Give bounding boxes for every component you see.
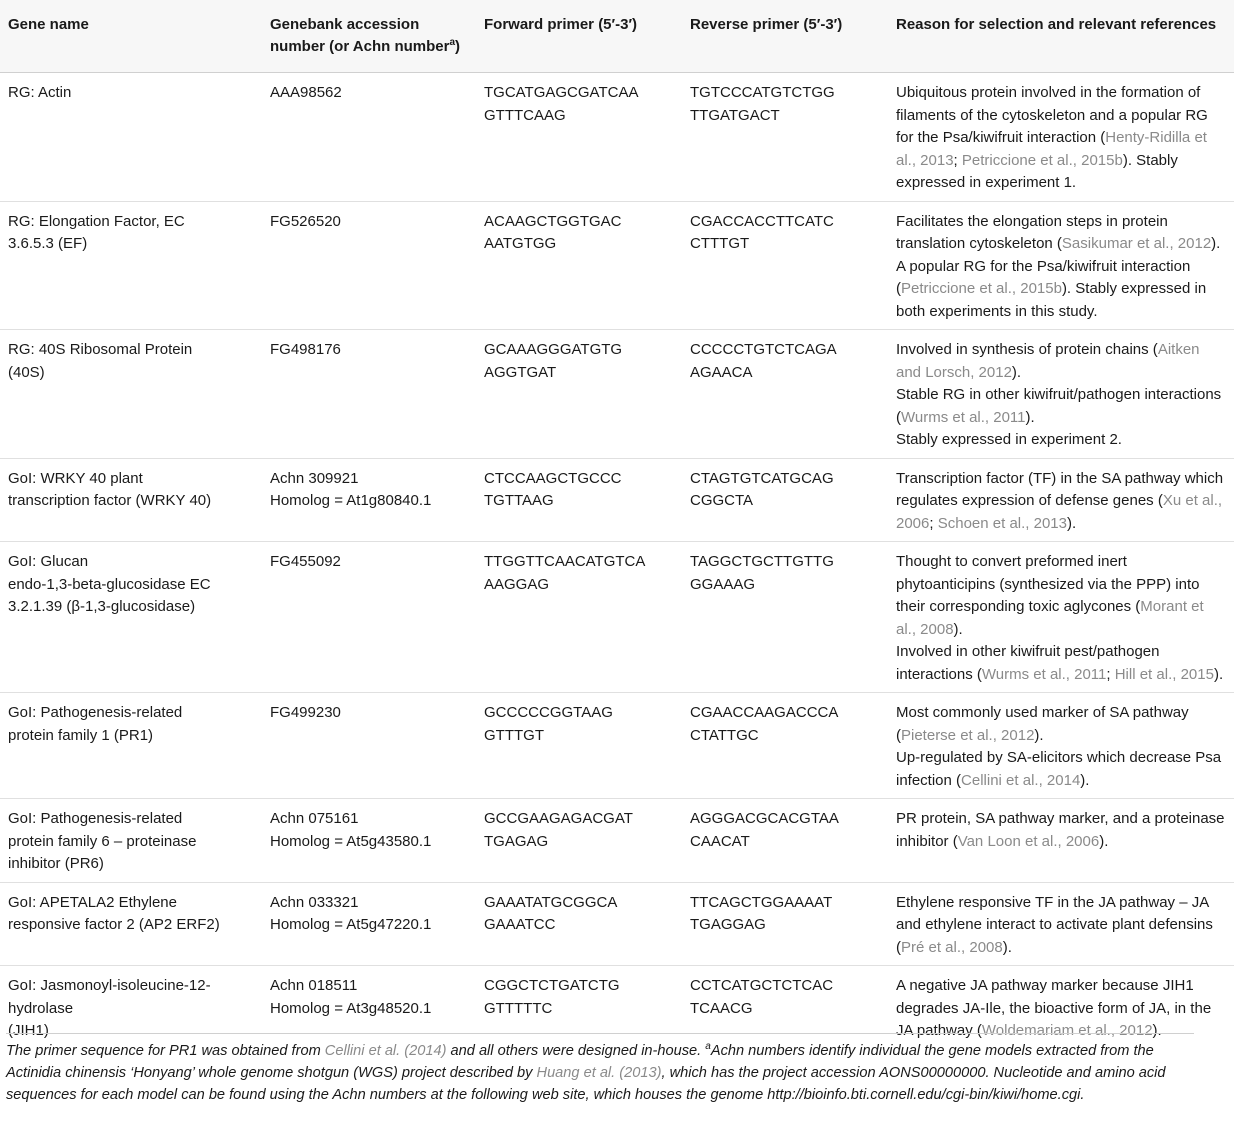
reason-reference-link[interactable]: Cellini et al., 2014	[961, 771, 1081, 789]
reverse-primer-cell	[682, 330, 888, 459]
accession-cell-line: FG498176	[270, 341, 341, 358]
reason-reference-link[interactable]: Petriccione et al., 2015b	[901, 280, 1062, 297]
gene-name-cell-line: inhibitor (PR6)	[8, 855, 104, 872]
gene-name-cell-line: GoI: WRKY 40 plant	[8, 469, 143, 487]
reason-cell	[888, 73, 1234, 202]
reason-text: ). Stably expressed in both experiments in this study.	[896, 280, 1207, 320]
reason-cell	[888, 882, 1234, 966]
reason-text: Ethylene responsive TF in the JA pathway – JA and ethylene interact to activate plant defensins (	[896, 893, 1213, 956]
forward-primer-cell	[476, 330, 682, 459]
reason-text: Stable RG in other kiwifruit/pathogen interactions (	[896, 386, 1222, 426]
reason-text: Transcription factor (TF) in the SA pathway which regulates expression of defense genes (	[896, 469, 1224, 509]
header-gene-name: Gene name	[0, 0, 262, 73]
reverse-primer-cell-line: GGAAAG	[690, 575, 756, 593]
accession-cell-line: Homolog = At5g43580.1	[270, 832, 432, 850]
gene-name-cell-line: protein family 1 (PR1)	[8, 726, 154, 744]
accession-cell-line: Homolog = At3g48520.1	[270, 999, 432, 1017]
reason-text: ;	[953, 151, 962, 169]
table-row	[0, 330, 1234, 459]
reverse-primer-cell-line: CCCCCTGTCTCAGA	[690, 341, 837, 358]
gene-name-cell-line: RG: 40S Ribosomal Protein	[8, 341, 193, 358]
gene-name-cell-line: hydrolase	[8, 999, 74, 1017]
table-body	[0, 73, 1234, 1049]
forward-primer-cell-line: AATGTGG	[484, 235, 557, 252]
gene-name-cell-line: RG: Actin	[8, 84, 72, 101]
reverse-primer-cell-line: CCTCATGCTCTCAC	[690, 977, 834, 994]
forward-primer-cell-line: TGTTAAG	[484, 492, 554, 509]
gene-name-cell	[0, 693, 262, 799]
forward-primer-cell-line: TGAGAG	[484, 832, 549, 850]
reason-text: ).	[1213, 665, 1224, 683]
forward-primer-cell	[476, 201, 682, 330]
table-header-row	[0, 0, 1234, 73]
reason-reference-link[interactable]: Aitken and Lorsch, 2012	[896, 341, 1200, 381]
table-row	[0, 458, 1234, 542]
reason-cell	[888, 799, 1234, 883]
forward-primer-cell-line: GAAATCC	[484, 916, 556, 933]
table-row	[0, 73, 1234, 202]
gene-name-cell-line: GoI: Pathogenesis-related	[8, 810, 183, 827]
header-accession-end: )	[455, 38, 461, 55]
gene-name-cell-line: RG: Elongation Factor, EC	[8, 212, 185, 230]
reason-cell	[888, 330, 1234, 459]
forward-primer-cell-line: AAGGAG	[484, 575, 550, 593]
reason-reference-link[interactable]: Schoen et al., 2013	[937, 514, 1067, 532]
reason-reference-link[interactable]: Petriccione et al., 2015b	[961, 151, 1123, 169]
reverse-primer-cell-line: TTGATGACT	[690, 106, 780, 124]
reason-reference-link[interactable]: Wurms et al., 2011	[981, 665, 1107, 683]
gene-name-cell	[0, 458, 262, 542]
accession-cell	[262, 458, 476, 542]
accession-cell-line: Achn 309921	[270, 469, 359, 487]
gene-name-cell	[0, 73, 262, 202]
reason-text: ).	[1066, 514, 1077, 532]
header-accession	[262, 0, 476, 73]
reverse-primer-cell-line: CTATTGC	[690, 726, 759, 744]
header-reason: Reason for selection and relevant references	[888, 0, 1234, 73]
header-accession-text: Genebank accession number (or Achn number	[270, 16, 450, 55]
table-row	[0, 882, 1234, 966]
gene-name-cell-line: endo-1,3-beta-glucosidase EC	[8, 575, 211, 593]
gene-name-cell-line: 3.6.5.3 (EF)	[8, 235, 88, 252]
accession-cell-line: Achn 075161	[270, 810, 359, 827]
gene-name-cell-line: 3.2.1.39 (β-1,3-glucosidase)	[8, 598, 196, 615]
reason-reference-link[interactable]: Morant et al., 2008	[896, 598, 1204, 638]
accession-cell-line: AAA98562	[270, 84, 342, 101]
gene-name-cell	[0, 201, 262, 330]
reason-text: ).	[1002, 938, 1012, 956]
reverse-primer-cell-line: CAACAT	[690, 832, 750, 850]
gene-name-cell	[0, 799, 262, 883]
reverse-primer-cell-line: CTTTGT	[690, 235, 750, 252]
reverse-primer-cell-line: CGAACCAAGACCCA	[690, 704, 839, 721]
accession-cell-line: FG526520	[270, 212, 341, 230]
gene-name-cell-line: GoI: Glucan	[8, 553, 89, 570]
gene-name-cell-line: protein family 6 – proteinase	[8, 832, 197, 850]
reason-text: ;	[929, 514, 938, 532]
reason-cell	[888, 201, 1234, 330]
gene-name-cell	[0, 542, 262, 693]
gene-name-cell	[0, 882, 262, 966]
reverse-primer-cell	[682, 693, 888, 799]
accession-cell	[262, 799, 476, 883]
reason-text: Thought to convert preformed inert phytoanticipins (synthesized via the PPP) into their corresponding toxic aglycones (	[896, 553, 1200, 615]
reverse-primer-cell-line: CTAGTGTCATGCAG	[690, 469, 834, 487]
gene-name-cell-line: responsive factor 2 (AP2 ERF2)	[8, 916, 220, 933]
reason-text: ;	[1106, 665, 1115, 683]
reason-text: ).	[1080, 771, 1090, 789]
forward-primer-cell-line: TTGGTTCAACATGTCA	[484, 553, 646, 570]
forward-primer-cell	[476, 693, 682, 799]
accession-cell	[262, 882, 476, 966]
forward-primer-cell-line: CGGCTCTGATCTG	[484, 977, 620, 994]
reason-text: ).	[1011, 363, 1022, 381]
reason-text: Up-regulated by SA-elicitors which decrease Psa infection (	[896, 749, 1222, 789]
forward-primer-cell-line: GTTTTTC	[484, 999, 553, 1017]
reason-text: ).	[1025, 408, 1035, 426]
accession-cell-line: FG455092	[270, 553, 341, 570]
reason-cell	[888, 693, 1234, 799]
footnote-text: , which has the project accession AONS00000000. Nucleotide and amino acid sequences for each model can be found using the Achn numbers at the following web site, which houses the genome http://bioinfo.bti.cornell.edu/cgi-bin/kiwi/home.cgi.	[6, 1065, 1166, 1103]
reverse-primer-cell-line: AGGGACGCACGTAA	[690, 810, 839, 827]
forward-primer-cell	[476, 799, 682, 883]
accession-cell-line: Homolog = At5g47220.1	[270, 916, 432, 933]
header-accession-sup: a	[449, 37, 456, 48]
reason-reference-link[interactable]: Sasikumar et al., 2012	[1061, 235, 1212, 252]
gene-name-cell-line: (JIH1)	[8, 1022, 49, 1039]
reason-reference-link[interactable]: Wurms et al., 2011	[901, 408, 1026, 426]
gene-name-cell-line: transcription factor (WRKY 40)	[8, 492, 212, 509]
accession-cell-line: FG499230	[270, 704, 341, 721]
reason-reference-link[interactable]: Woldemariam et al., 2012	[981, 1022, 1153, 1039]
reverse-primer-cell-line: TGTCCCATGTCTGG	[690, 84, 835, 101]
reason-reference-link[interactable]: Pré et al., 2008	[901, 938, 1003, 956]
reason-text: Facilitates the elongation steps in protein translation cytoskeleton (	[896, 212, 1168, 252]
reason-text: Ubiquitous protein involved in the formation of filaments of the cytoskeleton and a popular RG for the Psa/kiwifruit interaction (	[896, 84, 1208, 146]
forward-primer-cell	[476, 458, 682, 542]
reason-text: Stably expressed in experiment 2.	[896, 431, 1122, 448]
forward-primer-cell-line: ACAAGCTGGTGAC	[484, 212, 622, 230]
reverse-primer-cell-line: AGAACA	[690, 363, 753, 381]
gene-name-cell	[0, 330, 262, 459]
reverse-primer-cell	[682, 799, 888, 883]
reason-text: ). Stably expressed in experiment 1.	[896, 151, 1178, 191]
forward-primer-cell-line: CTCCAAGCTGCCC	[484, 469, 622, 487]
reverse-primer-cell	[682, 73, 888, 202]
reason-reference-link[interactable]: Henty-Ridilla et al., 2013	[896, 129, 1207, 169]
forward-primer-cell-line: GCCGAAGAGACGAT	[484, 810, 633, 827]
accession-cell-line: Homolog = At1g80840.1	[270, 492, 432, 509]
reverse-primer-cell-line: TAGGCTGCTTGTTG	[690, 553, 834, 570]
reverse-primer-cell	[682, 201, 888, 330]
forward-primer-cell-line: GTTTGT	[484, 726, 544, 744]
reason-text: Involved in other kiwifruit pest/pathogen interactions (	[896, 643, 1160, 683]
table-footnote	[6, 1033, 1194, 1106]
forward-primer-cell-line: TGCATGAGCGATCAA	[484, 84, 639, 101]
forward-primer-cell-line: GCCCCCGGTAAG	[484, 704, 613, 721]
reverse-primer-cell-line: CGGCTA	[690, 492, 754, 509]
reason-text: ). A popular RG for the Psa/kiwifruit interaction (	[896, 235, 1221, 297]
forward-primer-cell-line: GAAATATGCGGCA	[484, 893, 618, 911]
footnote-reference-link[interactable]: Huang et al. (2013)	[536, 1065, 662, 1081]
forward-primer-cell-line: GCAAAGGGATGTG	[484, 341, 623, 358]
reverse-primer-cell	[682, 458, 888, 542]
footnote-superscript: a	[705, 1041, 711, 1053]
reason-cell	[888, 542, 1234, 693]
reason-text: ).	[1034, 726, 1044, 744]
reason-text: ).	[953, 620, 963, 638]
gene-name-cell-line: GoI: Pathogenesis-related	[8, 704, 183, 721]
reverse-primer-cell-line: TTCAGCTGGAAAAT	[690, 893, 833, 911]
reverse-primer-cell-line: CGACCACCTTCATC	[690, 212, 834, 230]
table-row	[0, 542, 1234, 693]
reverse-primer-cell-line: TCAACG	[690, 999, 753, 1017]
reverse-primer-cell	[682, 882, 888, 966]
gene-name-cell-line: GoI: APETALA2 Ethylene	[8, 893, 177, 911]
header-forward-primer: Forward primer (5′-3′)	[476, 0, 682, 73]
reason-reference-link[interactable]: Pieterse et al., 2012	[901, 726, 1035, 744]
header-reverse-primer: Reverse primer (5′-3′)	[682, 0, 888, 73]
accession-cell	[262, 542, 476, 693]
footnote-text: Achn numbers identify individual the gene models extracted from the Actinidia chinensis ‘Honyang’ whole genome shotgun (WGS) project described by	[6, 1043, 1154, 1081]
accession-cell-line: Achn 033321	[270, 893, 359, 911]
reason-reference-link[interactable]: Hill et al., 2015	[1114, 665, 1214, 683]
forward-primer-cell-line: AGGTGAT	[484, 363, 557, 381]
gene-name-cell-line: (40S)	[8, 363, 45, 381]
accession-cell-line: Achn 018511	[270, 977, 358, 994]
reason-text: ).	[1099, 832, 1109, 850]
forward-primer-cell	[476, 882, 682, 966]
reason-text: PR protein, SA pathway marker, and a proteinase inhibitor (	[896, 810, 1225, 850]
reverse-primer-cell	[682, 542, 888, 693]
reason-reference-link[interactable]: Xu et al., 2006	[896, 492, 1223, 532]
reason-text: Involved in synthesis of protein chains (	[896, 341, 1158, 358]
table-row	[0, 799, 1234, 883]
reason-text: A negative JA pathway marker because JIH1 degrades JA-Ile, the bioactive form of JA, in the JA pathway (	[896, 977, 1212, 1039]
reason-text: Most commonly used marker of SA pathway (	[896, 704, 1189, 744]
reason-cell	[888, 458, 1234, 542]
footnote-reference-link[interactable]: Cellini et al. (2014)	[324, 1043, 447, 1059]
accession-cell	[262, 693, 476, 799]
table-row	[0, 693, 1234, 799]
reverse-primer-cell-line: TGAGGAG	[690, 916, 766, 933]
reason-reference-link[interactable]: Van Loon et al., 2006	[957, 832, 1100, 850]
forward-primer-cell	[476, 73, 682, 202]
reason-text: ).	[1152, 1022, 1162, 1039]
accession-cell	[262, 330, 476, 459]
forward-primer-cell	[476, 542, 682, 693]
table-row	[0, 201, 1234, 330]
footnote-text: The primer sequence for PR1 was obtained from	[6, 1043, 325, 1059]
accession-cell	[262, 201, 476, 330]
footnote-text: and all others were designed in-house.	[446, 1043, 706, 1059]
gene-name-cell-line: GoI: Jasmonoyl-isoleucine-12-	[8, 977, 211, 994]
accession-cell	[262, 73, 476, 202]
forward-primer-cell-line: GTTTCAAG	[484, 106, 566, 124]
